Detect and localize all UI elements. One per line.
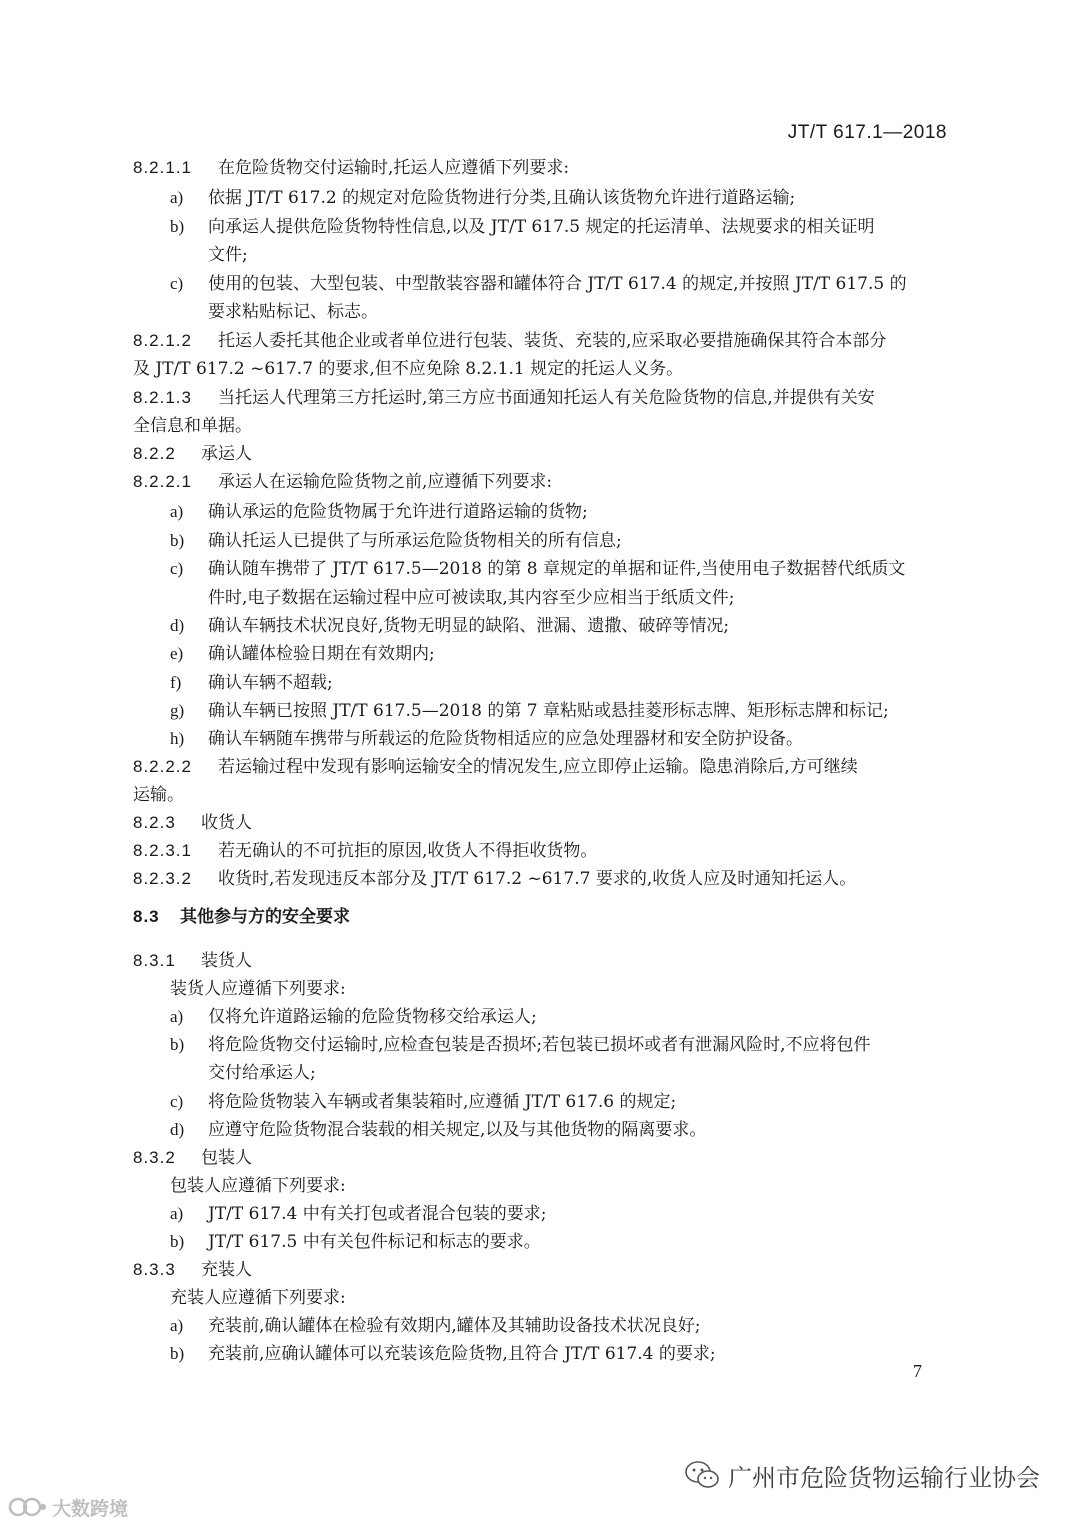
list-item-text: JT/T 617.5 中有关包件标记和标志的要求。 — [208, 1232, 541, 1252]
clause-line — [0, 837, 1080, 865]
list-marker: c) — [170, 559, 184, 578]
clause-line — [0, 697, 1080, 725]
clause-text: 充装人 — [201, 1260, 252, 1280]
clause-line — [0, 1059, 1080, 1087]
clause-line — [0, 612, 1080, 640]
clause-line — [0, 781, 1080, 809]
clause-line — [0, 527, 1080, 555]
clause-line — [0, 440, 1080, 468]
list-item-text: 依据 JT/T 617.2 的规定对危险货物进行分类,且确认该货物允许进行道路运输; — [208, 188, 796, 208]
clause-line — [0, 865, 1080, 893]
list-marker: b) — [170, 531, 185, 550]
continuation-text: 要求粘贴标记、标志。 — [208, 302, 378, 322]
continuation-text: 件时,电子数据在运输过程中应可被读取,其内容至少应相当于纸质文件; — [208, 588, 735, 608]
list-marker: c) — [170, 1092, 184, 1111]
clause-line — [0, 1284, 1080, 1312]
section-heading — [0, 903, 1080, 931]
list-marker: e) — [170, 644, 184, 663]
clause-line — [0, 669, 1080, 697]
clause-line — [0, 298, 1080, 326]
clause-text: 包装人 — [201, 1148, 252, 1168]
intro-text: 充装人应遵循下列要求: — [170, 1288, 346, 1308]
list-marker: h) — [170, 729, 185, 748]
clause-line — [0, 1256, 1080, 1284]
list-item-text: 向承运人提供危险货物特性信息,以及 JT/T 617.5 规定的托运清单、法规要求的相关证明 — [208, 217, 875, 237]
clause-text: 若无确认的不可抗拒的原因,收货人不得拒收货物。 — [218, 841, 598, 861]
list-marker: d) — [170, 1120, 185, 1139]
brand-logo-icon — [8, 1496, 48, 1518]
clause-text: 托运人委托其他企业或者单位进行包装、装货、充装的,应采取必要措施确保其符合本部分 — [218, 331, 887, 351]
clause-text: 在危险货物交付运输时,托运人应遵循下列要求: — [218, 158, 570, 178]
brand-watermark — [8, 1493, 128, 1521]
clause-number: 8.2.1.1 — [133, 158, 192, 177]
clause-line — [0, 468, 1080, 496]
list-marker: g) — [170, 701, 185, 720]
clause-text: 装货人 — [201, 951, 252, 971]
clause-number: 8.2.3.2 — [133, 869, 192, 888]
clause-line — [0, 1003, 1080, 1031]
clause-line — [0, 1312, 1080, 1340]
list-item-text: 确认车辆已按照 JT/T 617.5—2018 的第 7 章粘贴或悬挂菱形标志牌、矩形标志牌和标记; — [208, 701, 889, 721]
clause-line — [0, 975, 1080, 1003]
continuation-text: 文件; — [208, 245, 248, 265]
brand-name: 大数跨境 — [52, 1497, 129, 1520]
clause-number: 8.3.2 — [133, 1148, 176, 1167]
clause-line — [0, 753, 1080, 781]
wechat-icon — [684, 1460, 720, 1490]
clause-text: 收货时,若发现违反本部分及 JT/T 617.2 ~617.7 要求的,收货人应及时通知托运人。 — [218, 869, 857, 889]
clause-line — [0, 1088, 1080, 1116]
list-marker: b) — [170, 1344, 185, 1363]
list-marker: b) — [170, 1035, 185, 1054]
list-item-text: 确认承运的危险货物属于允许进行道路运输的货物; — [208, 502, 588, 522]
list-item-text: JT/T 617.4 中有关打包或者混合包装的要求; — [208, 1204, 547, 1224]
list-item-text: 仅将允许道路运输的危险货物移交给承运人; — [208, 1007, 537, 1027]
clause-line — [0, 555, 1080, 583]
list-item-text: 确认托运人已提供了与所承运危险货物相关的所有信息; — [208, 531, 622, 551]
list-item-text: 确认车辆随车携带与所载运的危险货物相适应的应急处理器材和安全防护设备。 — [208, 729, 803, 749]
clause-line — [0, 355, 1080, 383]
list-item-text: 确认车辆不超载; — [208, 673, 333, 693]
clause-number: 8.2.2 — [133, 444, 176, 463]
list-item-text: 将危险货物装入车辆或者集装箱时,应遵循 JT/T 617.6 的规定; — [208, 1092, 677, 1112]
continuation-text: 全信息和单据。 — [133, 416, 252, 436]
clause-number: 8.2.1.3 — [133, 388, 192, 407]
standard-number-header: JT/T 617.1—2018 — [787, 122, 947, 143]
clause-line — [0, 584, 1080, 612]
clause-text: 承运人在运输危险货物之前,应遵循下列要求: — [218, 472, 553, 492]
clause-number: 8.2.3 — [133, 813, 176, 832]
clause-line — [0, 1172, 1080, 1200]
continuation-text: 及 JT/T 617.2 ~617.7 的要求,但不应免除 8.2.1.1 规定的托运人义务。 — [133, 359, 684, 379]
clause-line — [0, 184, 1080, 212]
clause-line — [0, 412, 1080, 440]
list-item-text: 将危险货物交付运输时,应检查包装是否损坏;若包装已损坏或者有泄漏风险时,不应将包件 — [208, 1035, 871, 1055]
clause-line — [0, 327, 1080, 355]
list-marker: b) — [170, 1232, 185, 1251]
clause-line — [0, 498, 1080, 526]
clause-line — [0, 1144, 1080, 1172]
intro-text: 装货人应遵循下列要求: — [170, 979, 346, 999]
list-marker: f) — [170, 673, 182, 692]
list-marker: a) — [170, 1316, 184, 1335]
list-marker: a) — [170, 1007, 184, 1026]
association-name: 广州市危险货物运输行业协会 — [728, 1463, 1040, 1492]
clause-number: 8.3 — [133, 907, 160, 926]
list-marker: a) — [170, 188, 184, 207]
continuation-text: 交付给承运人; — [208, 1063, 316, 1083]
list-item-text: 充装前,确认罐体在检验有效期内,罐体及其辅助设备技术状况良好; — [208, 1316, 701, 1336]
clause-line — [0, 384, 1080, 412]
list-marker: b) — [170, 217, 185, 236]
intro-text: 包装人应遵循下列要求: — [170, 1176, 346, 1196]
clause-number: 8.3.3 — [133, 1260, 176, 1279]
list-item-text: 充装前,应确认罐体可以充装该危险货物,且符合 JT/T 617.4 的要求; — [208, 1344, 716, 1364]
list-item-text: 确认车辆技术状况良好,货物无明显的缺陷、泄漏、遗撒、破碎等情况; — [208, 616, 730, 636]
clause-text: 若运输过程中发现有影响运输安全的情况发生,应立即停止运输。隐患消除后,方可继续 — [218, 757, 858, 777]
list-marker: c) — [170, 274, 184, 293]
clause-line — [0, 640, 1080, 668]
clause-number: 8.3.1 — [133, 951, 176, 970]
clause-line — [0, 947, 1080, 975]
page-number: 7 — [913, 1361, 922, 1381]
clause-text: 收货人 — [201, 813, 252, 833]
list-item-text: 使用的包装、大型包装、中型散装容器和罐体符合 JT/T 617.4 的规定,并按照 JT/T 617.5 的 — [208, 274, 907, 294]
clause-text: 承运人 — [201, 444, 252, 464]
list-marker: a) — [170, 502, 184, 521]
list-marker: a) — [170, 1204, 184, 1223]
clause-number: 8.2.1.2 — [133, 331, 192, 350]
clause-line — [0, 725, 1080, 753]
clause-line — [0, 1031, 1080, 1059]
continuation-text: 运输。 — [133, 785, 184, 805]
section-title: 其他参与方的安全要求 — [180, 907, 350, 927]
clause-number: 8.2.2.2 — [133, 757, 192, 776]
clause-line — [0, 270, 1080, 298]
clause-line — [0, 1116, 1080, 1144]
list-item-text: 应遵守危险货物混合装载的相关规定,以及与其他货物的隔离要求。 — [208, 1120, 707, 1140]
list-item-text: 确认随车携带了 JT/T 617.5—2018 的第 8 章规定的单据和证件,当使用电子数据替代纸质文 — [208, 559, 906, 579]
clause-line — [0, 1200, 1080, 1228]
clause-line — [0, 809, 1080, 837]
association-watermark — [684, 1460, 1040, 1490]
clause-number: 8.2.2.1 — [133, 472, 192, 491]
clause-number: 8.2.3.1 — [133, 841, 192, 860]
clause-line — [0, 1228, 1080, 1256]
clause-text: 当托运人代理第三方托运时,第三方应书面通知托运人有关危险货物的信息,并提供有关安 — [218, 388, 875, 408]
list-marker: d) — [170, 616, 185, 635]
clause-line — [0, 154, 1080, 182]
clause-line — [0, 241, 1080, 269]
clause-line — [0, 213, 1080, 241]
list-item-text: 确认罐体检验日期在有效期内; — [208, 644, 435, 664]
